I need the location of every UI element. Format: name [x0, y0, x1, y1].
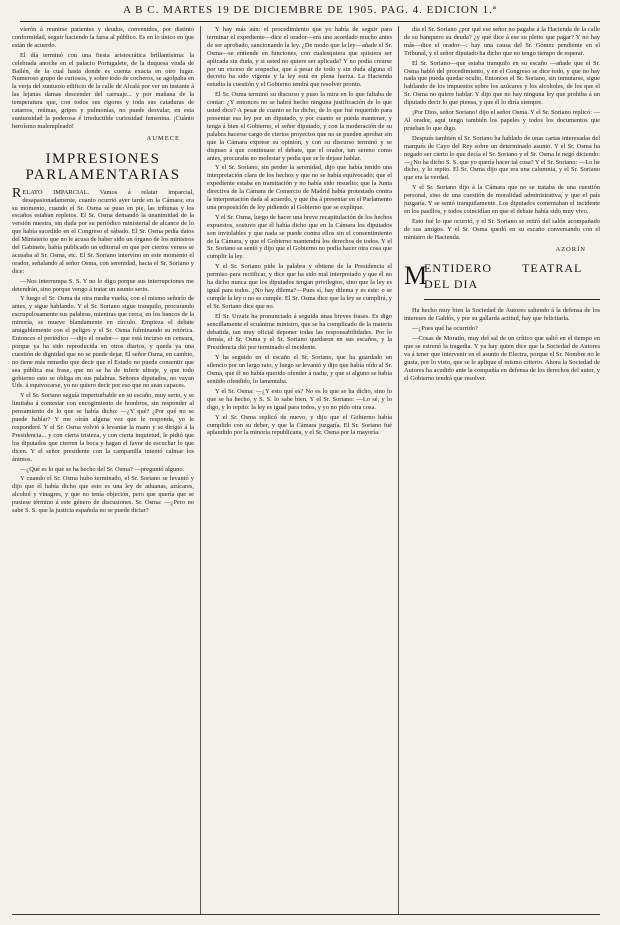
paragraph: Ha hecho muy bien la Sociedad de Autores saliendo á la defensa de los intereses de Galdós, y por su gallarda actitud, hay que felicitarla. [404, 307, 600, 323]
paragraph [12, 185, 194, 276]
section-title-line: ENTIDERO [424, 261, 492, 276]
paragraph: —¿Qué es lo que se ha hecho del Sr. Osma? —preguntó alguno. [20, 465, 185, 473]
paragraph: El día terminó con una fiesta aristocrática brillantísima: la celebrada anoche en el palacio Portugalete, de la duquesa viuda de Bailén, de la cual hasta donde es cuenta exacta en otro lugar. Numeroso grupo de curiosos, y sobre todo de cocheros, se agolpaba en la verja del suntuoso edificio de la calle de Alcalá por ver un instante á las lejanas damas descender del carruaje... y por mañana de la temperatura que, con todos sus rigores y toda sus cataduras de catarros, reúmas, gripes y pulmonías, no puede desvalar, en esta suntuosidad la poderosa é irreductible curiosidad femenina. ¡Cuánto heroísmo malempleado! [12, 51, 194, 130]
paragraph: —Cosas de Moratín, muy del sal de un crítico que salió en el tiempo en que se estrenó la tragedia. Y ya hay quien dice que la Sociedad de Autores va á tener que intervenir en el asunto de Electra, porque el Sr. Nombre no le gusta, por lo visto, que se le aplique el mismo criterio. Ahora la Sociedad de Autores ha acudido ante la compañía en defensa de los derechos del autor, y el Gobierno tendrá que resolver. [404, 335, 600, 382]
section-title-line: TEATRAL [522, 261, 583, 276]
column-3 [404, 26, 600, 916]
section-title [12, 151, 194, 183]
page-header [20, 4, 600, 22]
paragraph: El Sr. Urzaiz ha pronunciado á seguida unas breves frases. Es digo sencillamente el ecuánime ministro, que se ha complicado de la materia debatida, tan muy oficial deponer todas las responsabilidades. Por lo demás, el Sr. Osma y el Sr. Soriano quedaron en sus escaños, y la Presidencia dió por terminado el incidente. [207, 312, 392, 352]
paragraph: El Sr. Soriano—que estaba tranquilo en su escaño —añade que el Sr. Osma habló del procedimiento, y en el Congreso se dice todo, y que no hay nada que pueda quedar oculto. Entonces el Sr. Soriano, sin inmutarse, sigue hablando de los impuestos sobre los azúcares y los alcoholes, de los que el Sr. Osma no quiere hablar. Y dijo que no hay ninguna ley que prohiba á un diputado decir lo que piensa, y que él lo diría siempre. [404, 59, 600, 107]
paragraph: —Nos interrumpa S. S. Y no lo digo porque sus interrupciones me detendrán, sino porque vengo á tratar un asunto serio. [12, 277, 194, 293]
paragraph: Y el Sr. Osma, luego de hacer una breve recapitulación de los hechos expuestos, sostuvo que él había dicho que en la Cámara los diputados son inviolables y que nada se puede contra ellos sin el consentimiento de la Cámara, y que el Gobierno mantendrá los derechos de todos. Y el Sr. Soriano se sentó y dijo que el Gobierno no podía hacer otra cosa que cumplir la ley. [207, 213, 392, 261]
paragraph: Y cuando el Sr. Osma hubo terminado, el Sr. Soriano se levantó y dijo que él había dicho que esto es una ley de aduanas, azúcares, alcohol y vinagres, y que no tenía objeción, pero que quería que se pusiese término á este género de discusiones. Sr. Osma: —¿Pero no sabe S. S. que la justicia española no se puede dictar? [12, 475, 194, 515]
paragraph: Y el Sr. Soriano dijo á la Cámara que no se trataba de una cuestión personal, sino de una cuestión de moralidad administrativa, y que el país juzgaría. Y se sentó tranquilamente. Los diputados comentaban el incidente en los pasillos, y todos coincidían en que el debate había sido muy vivo. [404, 184, 600, 215]
paragraph: ¡Por Dios, señor Soriano! dijo el señor Osma. Y el Sr. Soriano replicó: —Al orador, aquí tengo también los papeles y todos los documentos que prueban lo que digo. [404, 109, 600, 132]
column-2 [207, 26, 392, 916]
paragraph: Y el Sr. Soriano seguía imperturbable en su escaño, muy serio, y se limitaba á contestar con encogimiento de hombros, sin responder al pensamiento de lo que se había dicho: —¿Y qué? ¿Por qué no se puede hablar? Y me oírán alguna vez que le responda, yo le responderé. Y el Sr. Osma volvió á levantar la mano y se dirigió á la Presidencia... y con cierta tristeza, y con cierta inquietud, le pidió que los diputados que cierren la boca y hagan el favor de escuchar lo que dicen. Y el señor presidente con la campanilla intentó calmar los ánimos. [12, 392, 194, 463]
section-title-line: IMPRESIONES [45, 150, 161, 167]
column-divider [200, 26, 201, 914]
paragraph: Y hay más aún: el procedimiento que yo había de seguir para terminar el expediente—dice el orador—era uno acordado mucho antes de ser aprobado, sancionando la ley. ¿De modo que la ley—añade el Sr. Osma—se entiende en funciones, con cualesquiera que quisiera ser aplicada sin duda, y si usted no quiere ser aplicada? Y no podía crearse por un exceso de sospecha, que á pesar de todo y sin duda alguna el decreto ha sido vigente y la ley está en plena fuerza. La Hacienda estudia la cuestión y el Gobierno tendrá que resolver pronto. [207, 26, 392, 89]
paragraph: Y el Sr. Osma: —¿Y esto qué es? No es lo que se ha dicho, sino lo que se ha hecho, y S. S. lo sabe bien. Y el Sr. Soriano: —Lo sé, y lo digo, y lo repito: la ley es igual para todos, y yo no pido otra cosa. [207, 387, 392, 411]
footer-rule [12, 914, 600, 915]
column-divider [398, 26, 399, 914]
signature: AUMECE [146, 134, 180, 142]
section-title-line: PARLAMENTARIAS [25, 166, 181, 183]
paragraph: Y luego el Sr. Osma da otra media vuelta, con el mismo señorío de antes, y sigue hablando. Y el Sr. Soriano sigue tranquilo, procurando escrupulosamente sus palabras, mientras que cerca, en los bancos de la minoría, se mueve blandamente en círculo. Empieza el debate amigablemente con el peligro y el Sr. Osma fulminando su retórica. Entonces el periódico —dijo el orador— que está incurso en censura, porque ya ha sido reproducida en otros diarios, y queda ya una cuestión de dignidad que no se puede dejar. El señor Osma, en cambio, no tiene más remedio que decir que el Estado no puede consentir que sea pública esa frase, que no se ha de inferir ultraje, y que todo gobierno esto se obliga en sus palabras. Señores diputados, no vayan Uds. á equivocarse, yo no quiero decir por eso que no sean capaces. [12, 295, 194, 390]
paragraph: Y ha seguido en el escaño el Sr. Soriano, que ha guardado un silencio por un largo rato, y luego se levantó y dijo que había oído al Sr. Osma, que él no había querido ofender á nadie, y que si alguno se había sentido ofendido, lo lamentaba. [207, 354, 392, 385]
paragraph-text: ELATO IMPARCIAL. Vamos á relatar imparcial, desapasionadamente, cuanto ocurrió ayer tarde en la Cámara; era su momento, cuando el Sr. Osma se puso en pie, las tribunas y los escaños estaban repletos. El Sr. Osma demandó la unanimidad de la versión nuestra, sin duda por su periódico ministerial de alcance de lo que había sucedido en el Congreso el sábado. El Sr. Osma pedía datos del Ministerio que no le acusa de haber sido un órgano de los ministros del Gabinete, había publicado un editorial en que por ciertos versos se acusaba al Sr. Osma, etc. El Sr. Soriano intervino en este momento el orador, señalando al señor Osma, con serenidad, hacia el Sr. Soriano y dice: [12, 188, 194, 275]
signature: AZORÍN [555, 245, 586, 253]
section-title-line: DEL DIA [424, 277, 479, 292]
header-rule [20, 21, 600, 22]
paragraph: vierón á reunirse parientes y deudos, convenidos, por distinto conformidad, seguir haciendo la farsa al público. Es en lo único en que están de acuerdo. [12, 26, 194, 49]
paragraph: Después también el Sr. Soriano ha hablado de unas cartas interesadas del marqués de Cayo del Rey sobre un determinado asunto. Y el Sr. Osma ha negado ser cierto lo que decía el Sr. Soriano y el Sr. Osma le negó diciendo: —¿No ha dicho S. S. que yo quería hacer tal cosa? Y el Sr. Soriano: —Lo he dicho, y lo repito. El Sr. Osma dijo que era una calumnia, y el Sr. Soriano que era la verdad. [404, 134, 600, 182]
column-1 [12, 26, 194, 916]
drop-cap: R [12, 185, 22, 201]
paragraph: Y el Sr. Soriano, sin perder la serenidad, dijo que había tenido una interpretación clara de los hechos y que no se había equivocado; que el expediente estaba en tramitación y no había sido resuelto; que la Junta directiva de la Cámara de Comercio de Madrid había protestado contra la interpretación dada al acuerdo, y que iba á presentar en el Parlamento una proposición de ley pidiendo al Gobierno que se explique. [207, 164, 392, 211]
drop-cap: M [404, 261, 428, 291]
paragraph: dia el Sr. Soriano ¿por qué ese señor no pagaba á la Hacienda de la calle de su banquero su deuda? ¿y qué dice á ese su pleito que pagar? Y no hay más—dice el orador—: hay una causa del Sr. Gómez pendiente en el Tribunal, y el señor diputado ha dicho que no tengo tiempo de esperar. [404, 26, 600, 57]
paragraph: —¿Pues qué ha ocurrido? [412, 325, 478, 333]
paragraph: Esto fué lo que ocurrió, y el Sr. Soriano se retiró del salón acompañado de sus amigos. Y el Sr. Osma quedó en su escaño conversando con el ministro de Hacienda. [404, 217, 600, 241]
title-rule [424, 299, 600, 300]
paragraph: Y el Sr. Osma replicó de nuevo, y dijo que el Gobierno había cumplido con su deber, y que la Cámara juzgaría. El Sr. Soriano fué aplaudido por la minoría republicana, y el Sr. Osma por la mayoría. [207, 413, 392, 437]
header-text: A B C. MARTES 19 DE DICIEMBRE DE 1905. PAG. 4. EDICION 1.ª [123, 4, 497, 16]
paragraph: Y el Sr. Soriano pide la palabra y obtiene de la Presidencia el permiso para rectificar, y dice que ha sido mal interpretado y que él no ha dicho nunca que los diputados tengan privilegios, sino que la ley es igual para todos. ¿No hay dilema?—Pues sí, hay dilema y es este: o se cumple la ley o no se cumple. El Sr. Osma dice que la ley se cumplirá, y el Sr. Soriano dice que no. [207, 263, 392, 310]
paragraph: El Sr. Osma terminó su discurso y puso la mira en lo que faltaba de contar: ¿Y entonces no se habrá hecho ninguna justificación de lo que usted dice? A pesar de cuanto se ha dicho, de lo que fué requerido para presentar esa ley por un diputado, y por cuanto se pueda mantener, y tenga á bien el Gobierno, el señor diputado, y con la moderación de su palabra hacerse cargo de ciertos proyectos que no se pueden aprobar sin que la Cámara exprese su opinión, y con su discurso terminó y se dispuso á que continuase el debate, que el orador, tan sereno como antes, procuraba no molestar y pedía que se le dejase hablar. [207, 91, 392, 162]
section-title [404, 263, 600, 301]
